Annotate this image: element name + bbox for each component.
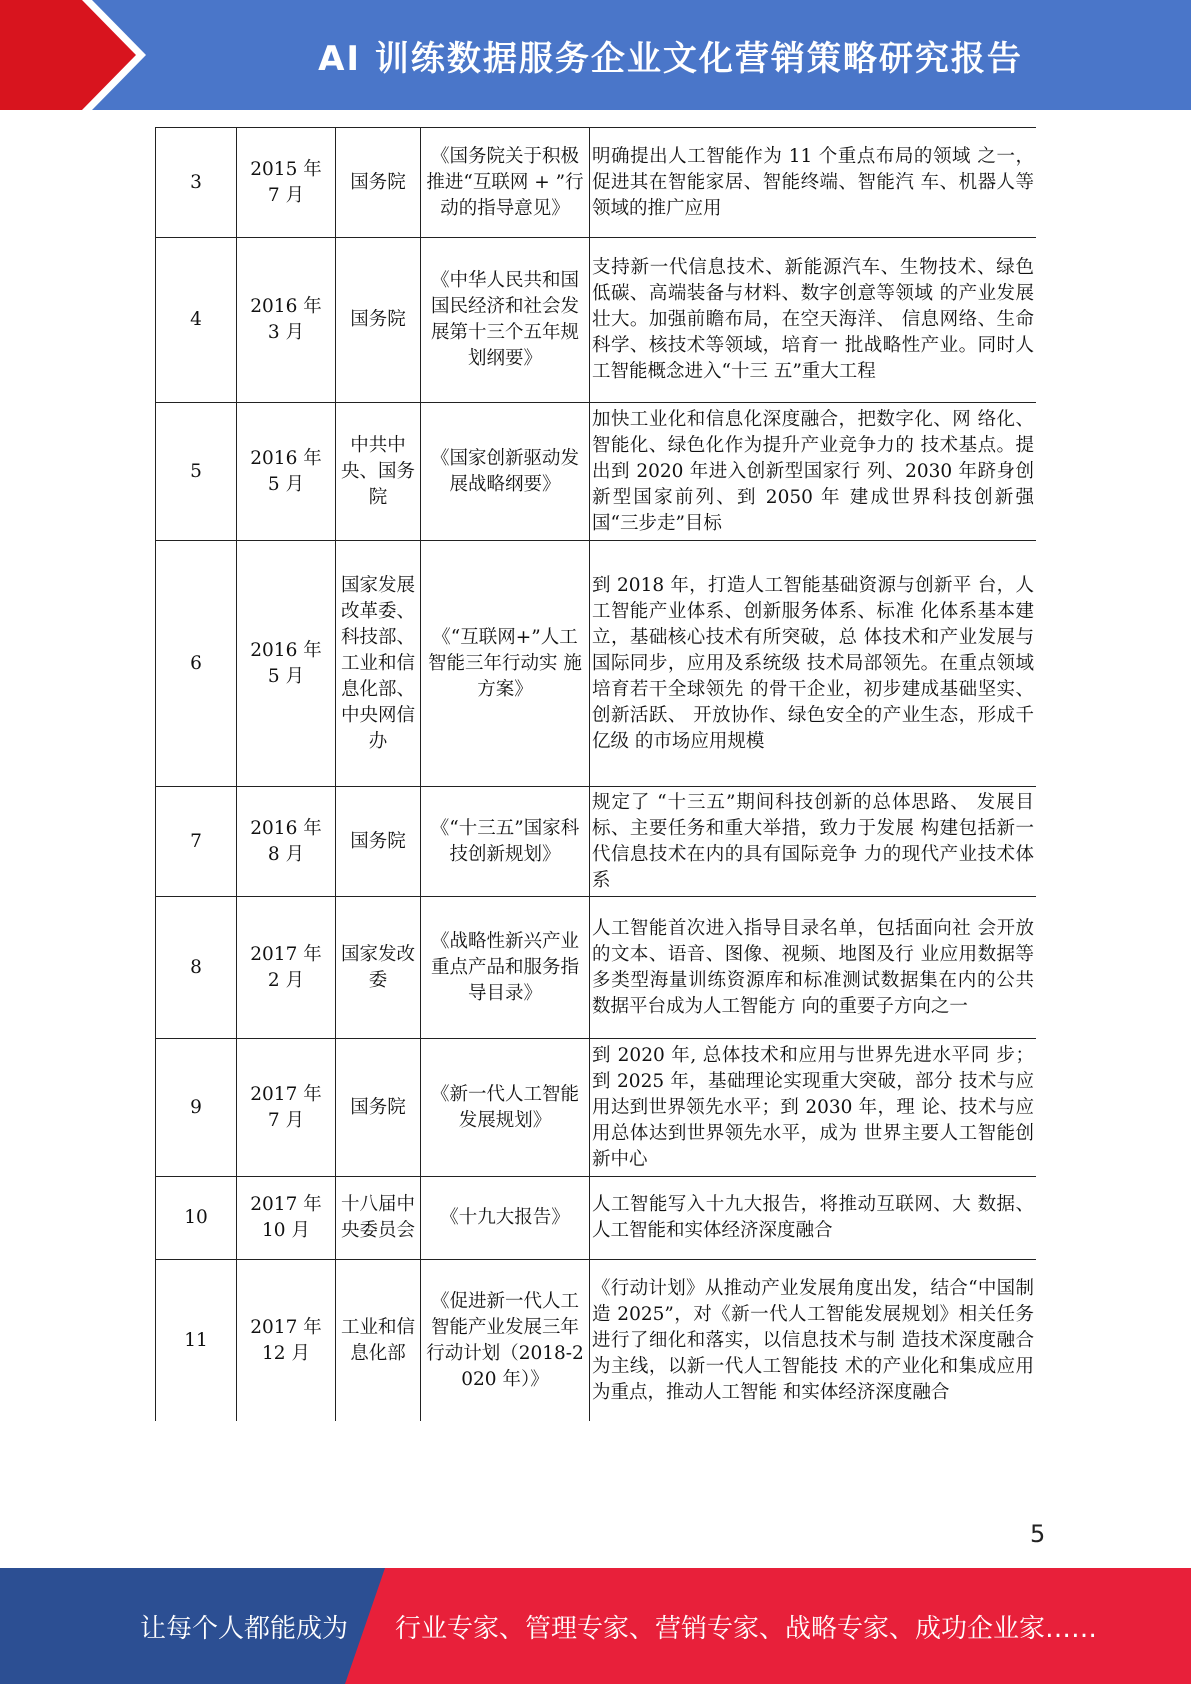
table-row [156,787,1037,897]
row-date-year: 2015 年 [250,158,322,180]
row-date-month: 2 月 [267,969,305,991]
footer-slogan-left: 让每个人都能成为 [140,1613,349,1644]
row-date-year: 2016 年 [250,447,322,469]
row-document: 《新一代人工智能发展规划》 [421,1039,590,1177]
row-department: 工业和信息化部 [336,1260,421,1422]
row-department: 国务院 [336,128,421,238]
page-header [0,0,1191,110]
row-number: 8 [156,897,237,1039]
policy-table-container [155,127,1036,1421]
row-number: 4 [156,238,237,403]
row-date-month: 3 月 [267,322,305,343]
report-title: AI 训练数据服务企业文化营销策略研究报告 [318,38,1023,79]
page-footer [0,1568,1191,1684]
table-row [156,238,1037,403]
table-row [156,1177,1037,1260]
row-date-month: 7 月 [267,1109,305,1131]
row-number: 5 [156,403,237,541]
row-document: 《战略性新兴产业重点产品和服务指导目录》 [421,897,590,1039]
table-row [156,541,1037,787]
table-row [156,1039,1037,1177]
row-date [237,1177,336,1260]
row-number: 3 [156,128,237,238]
row-date-month: 10 月 [262,1220,310,1241]
row-date-month: 8 月 [267,843,305,865]
row-department: 国务院 [336,1039,421,1177]
row-content: 明确提出人工智能作为 11 个重点布局的领域 之一，促进其在智能家居、智能终端、智能汽 车、机器人等领域的推广应用 [590,128,1037,238]
table-row [156,128,1037,238]
row-date [237,1039,336,1177]
table-row [156,897,1037,1039]
row-date-month: 5 月 [267,473,305,495]
row-date [237,403,336,541]
row-date [237,787,336,897]
row-date-month: 12 月 [262,1342,310,1364]
row-department: 中共中央、国务院 [336,403,421,541]
row-content: 人工智能首次进入指导目录名单，包括面向社 会开放的文本、语音、图像、视频、地图及行 业应用数据等多类型海量训练资源库和标准测试数据集在内的公共数据平台成为人工智能方 向的重要子方向之一 [590,897,1037,1039]
row-content: 到 2020 年, 总体技术和应用与世界先进水平同 步；到 2025 年，基础理论实现重大突破，部分 技术与应用达到世界领先水平；到 2030 年，理 论、技术与应用总体达到世界领先水平，成为 世界主要人工智能创新中心 [590,1039,1037,1177]
policy-table [155,127,1036,1421]
row-date-year: 2016 年 [250,639,322,661]
row-document: 《“互联网+”人工 智能三年行动实 施方案》 [421,541,590,787]
row-content: 规定了 “十三五”期间科技创新的总体思路、 发展目标、主要任务和重大举措，致力于发展 构建包括新一代信息技术在内的具有国际竞争 力的现代产业技术体系 [590,787,1037,897]
row-department: 国家发改委 [336,897,421,1039]
header-red-chevron [0,0,150,110]
row-date [237,238,336,403]
row-department: 十八届中央委员会 [336,1177,421,1260]
row-content: 支持新一代信息技术、新能源汽车、生物技术、绿色低碳、高端装备与材料、数字创意等领域 的产业发展壮大。加强前瞻布局，在空天海洋、 信息网络、生命科学、核技术等领域，培育一 批战略性产业。同时人工智能概念进入“十三 五”重大工程 [590,238,1037,403]
row-date-year: 2017 年 [250,1194,322,1215]
row-date [237,897,336,1039]
row-date [237,128,336,238]
row-document: 《中华人民共和国国民经济和社会发展第十三个五年规划纲要》 [421,238,590,403]
row-number: 11 [156,1260,237,1422]
row-department: 国务院 [336,238,421,403]
row-number: 6 [156,541,237,787]
row-date [237,1260,336,1422]
row-document: 《“十三五”国家科技创新规划》 [421,787,590,897]
row-date [237,541,336,787]
row-document: 《促进新一代人工智能产业发展三年行动计划（2018-2020 年）》 [421,1260,590,1422]
row-number: 7 [156,787,237,897]
row-date-month: 7 月 [267,184,305,206]
row-document: 《国务院关于积极推进“互联网 + ”行动的指导意见》 [421,128,590,238]
row-date-year: 2017 年 [250,1083,322,1105]
row-content: 加快工业化和信息化深度融合，把数字化、网 络化、智能化、绿色化作为提升产业竞争力的 技术基点。提出到 2020 年进入创新型国家行 列、2030 年跻身创新型国家前列、到 2050 年 建成世界科技创新强国“三步走”目标 [590,403,1037,541]
row-department: 国务院 [336,787,421,897]
row-document: 《十九大报告》 [421,1177,590,1260]
row-document: 《国家创新驱动发展战略纲要》 [421,403,590,541]
row-date-year: 2016 年 [250,817,322,839]
footer-slogan-right: 行业专家、管理专家、营销专家、战略专家、成功企业家…… [395,1613,1098,1644]
row-content: 《行动计划》从推动产业发展角度出发，结合“中国制造 2025”，对《新一代人工智能发展规划》相关任务进行了细化和落实，以信息技术与制 造技术深度融合为主线，以新一代人工智能技 术的产业化和集成应用为重点，推动人工智能 和实体经济深度融合 [590,1260,1037,1422]
row-department: 国家发展改革委、科技部、工业和信息化部、中央网信办 [336,541,421,787]
row-date-year: 2016 年 [250,296,322,317]
row-number: 10 [156,1177,237,1260]
row-number: 9 [156,1039,237,1177]
table-row [156,403,1037,541]
row-content: 人工智能写入十九大报告，将推动互联网、大 数据、人工智能和实体经济深度融合 [590,1177,1037,1260]
row-date-month: 5 月 [267,665,305,687]
row-date-year: 2017 年 [250,943,322,965]
table-row [156,1260,1037,1422]
page-number: 5 [1030,1520,1046,1548]
row-date-year: 2017 年 [250,1316,322,1338]
row-content: 到 2018 年，打造人工智能基础资源与创新平 台，人工智能产业体系、创新服务体系、标准 化体系基本建立，基础核心技术有所突破，总 体技术和产业发展与国际同步，应用及系统级 技术局部领先。在重点领域培育若干全球领先 的骨干企业，初步建成基础坚实、创新活跃、 开放协作、绿色安全的产业生态，形成千亿级 的市场应用规模 [590,541,1037,787]
